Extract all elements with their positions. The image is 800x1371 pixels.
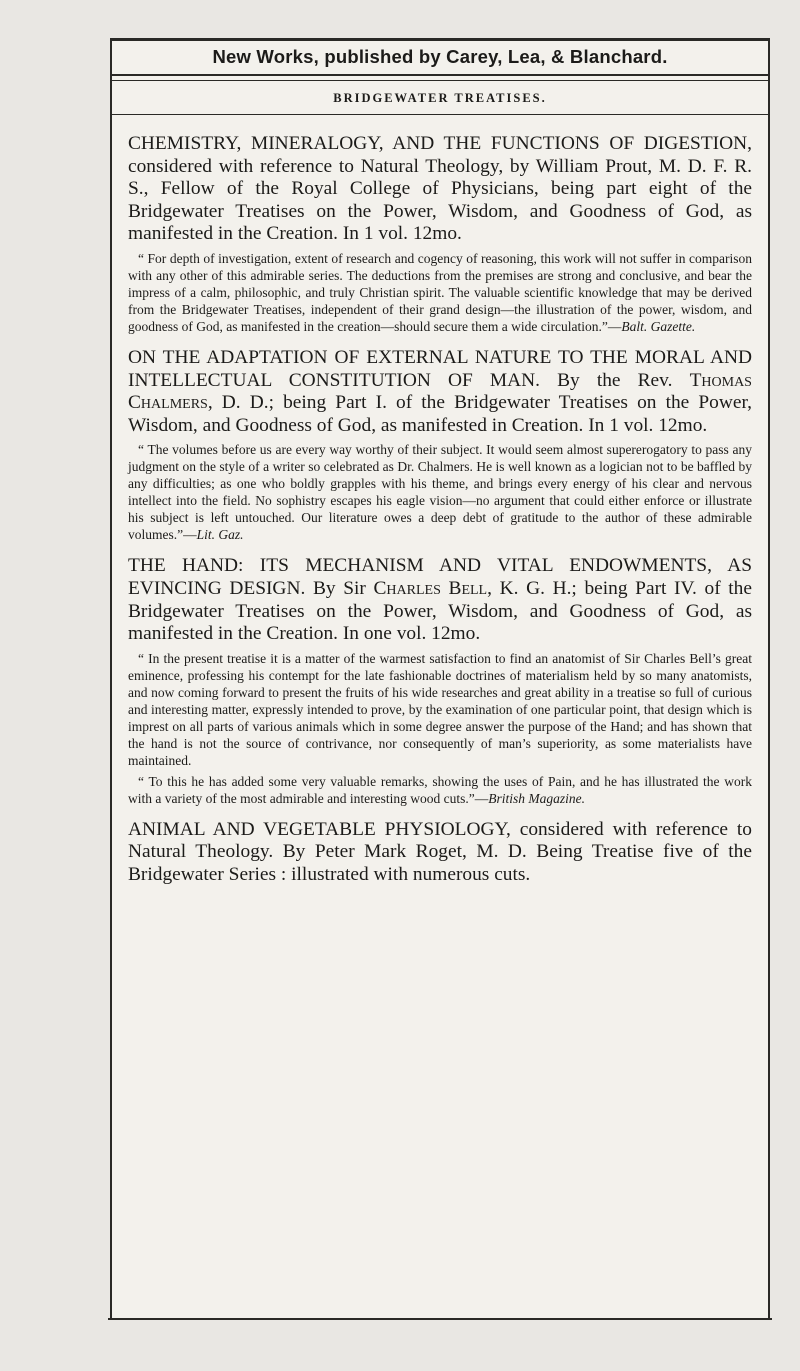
- page-frame: [110, 38, 770, 1320]
- publisher-line: New Works, published by Carey, Lea, & Blanchard.: [212, 46, 668, 67]
- entry-title-text: , K. G. H.; being Part IV. of the Bridgewater Treatises on the Power, Wisdom, and Goodness of God, as manifested in the Creation. In one vol. 12mo.: [128, 577, 752, 645]
- entry-title-pre: By the Rev.: [539, 369, 690, 391]
- entry-title-text: considered with reference to Natural Theology. By Peter Mark Roget, M. D. Being Treatise five of the Bridgewater Series : illustrated with numerous cuts.: [128, 818, 752, 885]
- entry-title-caps: THE HAND: ITS MECHANISM AND VITAL ENDOWMENTS, AS EVINCING DESIGN.: [128, 555, 752, 599]
- series-title: BRIDGEWATER TREATISES.: [333, 91, 547, 105]
- review-source: Balt. Gazette.: [621, 318, 696, 334]
- entry-title-pre: By Sir: [305, 577, 374, 599]
- book-advertisement-page: [110, 38, 770, 1320]
- entry-title-text: , D. D.; being Part I. of the Bridgewater Treatises on the Power, Wisdom, and Goodness of God, as manifested in Creation. In 1 vol. 12mo.: [128, 392, 752, 436]
- review-source: Lit. Gaz.: [196, 527, 244, 543]
- entry-author: Charles Bell: [373, 577, 488, 599]
- entry-author: Thomas Chalmers: [128, 369, 752, 414]
- review-text: “ For depth of investigation, extent of research and cogency of reasoning, this work will not suffer in comparison with any other of this admirable series. The deductions from the premises are strong and conclusive, and bear the impress of a calm, philosophic, and truly Christian spirit. The valuable scientific knowledge that may be derived from the Bridgewater Treatises, independent of their grand design—the illustration of the power, wisdom, and goodness of God, as manifested in the creation—should secure them a wide circulation.”—: [128, 250, 752, 334]
- review-text: “ The volumes before us are every way worthy of their subject. It would seem almost supererogatory to pass any judgment on the style of a writer so celebrated as Dr. Chalmers. He is well known as a logician not to be baffled by any difficulties; as one who boldly grapples with his theme, and brings every energy of his clear and nervous intellect into the field. No sophistry escapes his eagle vision—no argument that could either enforce or illustrate his subject is left untouched. Our literature owes a deep debt of gratitude to the author of these admirable volumes.”—: [128, 442, 752, 543]
- entry-title-caps: CHEMISTRY, MINERALOGY, AND THE FUNCTIONS OF DIGESTION,: [128, 133, 752, 154]
- review-source: British Magazine.: [488, 790, 586, 806]
- review-text: “ In the present treatise it is a matter of the warmest satisfaction to find an anatomist of Sir Charles Bell’s great eminence, professing his contempt for the late fashionable doctrines of materialism held by so many anatomists, and now coming forward to present the fruits of his wide researches and great ability in a treatise so full of curious and interesting matter, expressly intended to prove, by the examination of one particular point, that design which is imprest on all parts of various animals which in some degree answer the purpose of the Hand; and has shown that the hand is not the source of contrivance, nor consequently of man’s superiority, as some materialists have maintained.: [128, 650, 752, 768]
- entry-title-text: considered with reference to Natural Theology, by William Prout, M. D. F. R. S., Fellow of the Royal College of Physicians, being part eight of the Bridgewater Treatises on the Power, Wisdom, and Goodness of God, as manifested in the Creation. In 1 vol. 12mo.: [128, 155, 752, 245]
- entry-title-caps: ON THE ADAPTATION OF EXTERNAL NATURE TO THE MORAL AND INTELLECTUAL CONSTITUTION OF MAN.: [128, 346, 752, 391]
- bottom-rule: [108, 1318, 772, 1320]
- review-text: “ To this he has added some very valuable remarks, showing the uses of Pain, and he has illustrated the work with a variety of the most admirable and interesting wood cuts.”—: [128, 773, 752, 806]
- entry-title-caps: ANIMAL AND VEGETABLE PHYSIOLOGY,: [128, 818, 511, 840]
